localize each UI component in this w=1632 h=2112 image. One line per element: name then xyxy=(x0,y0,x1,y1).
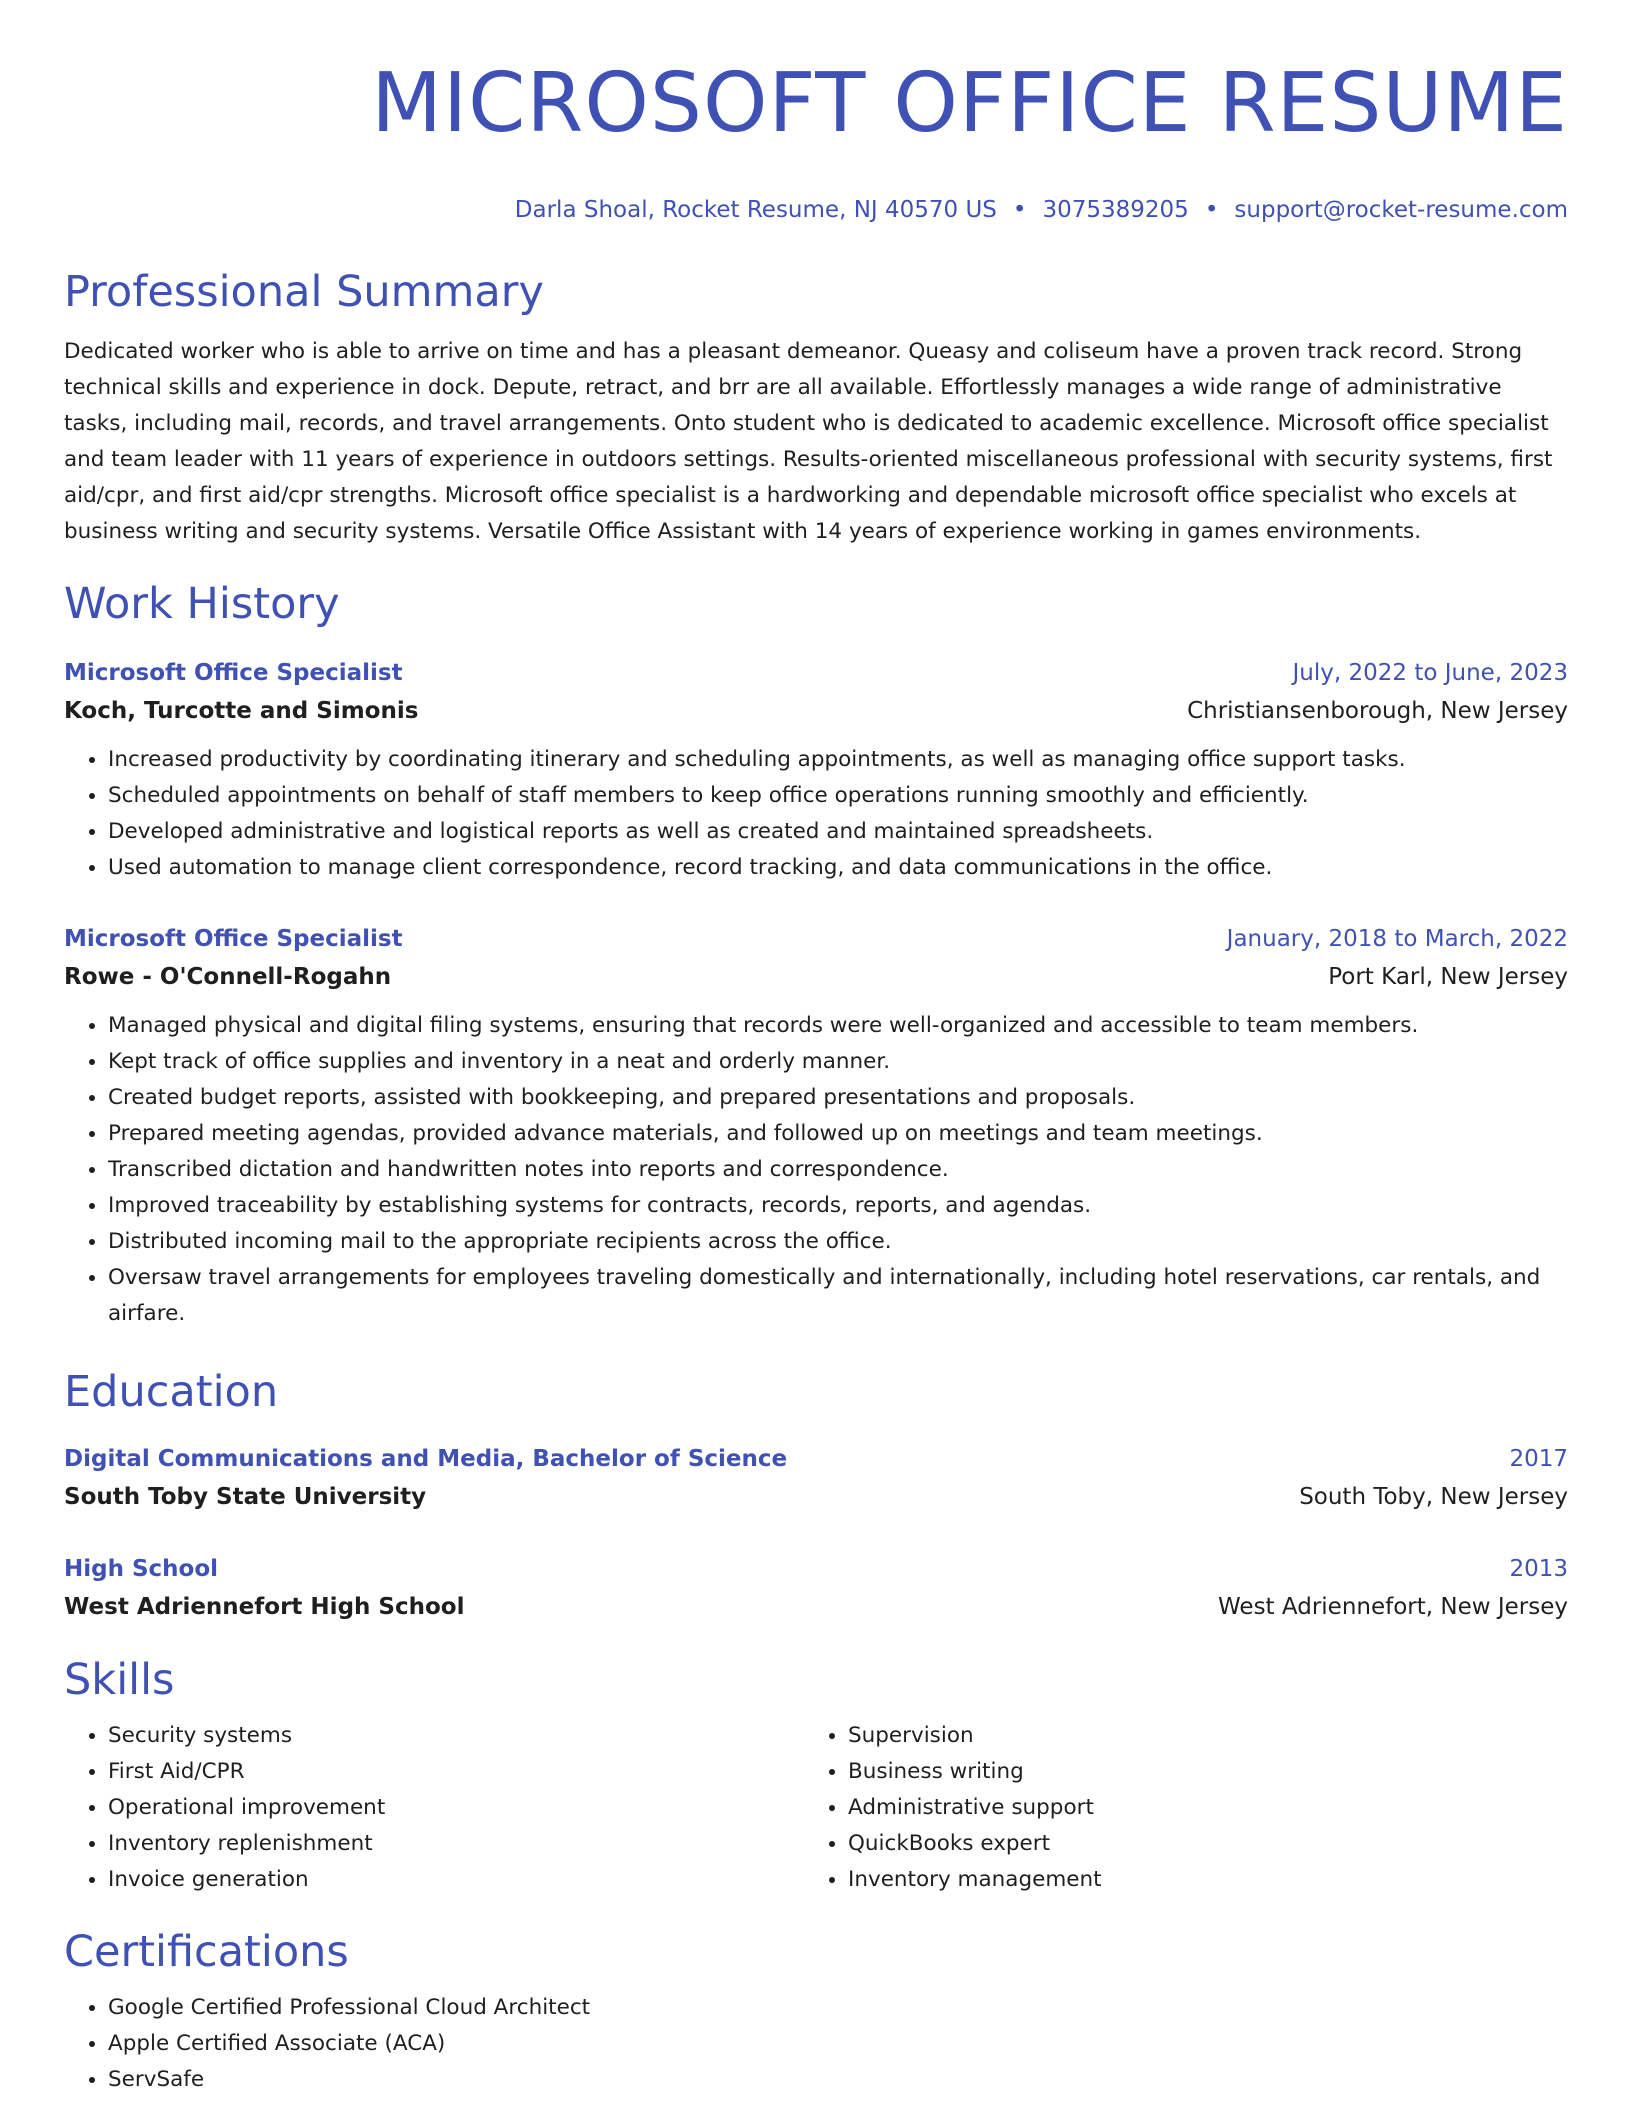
education-entry xyxy=(64,1440,1568,1516)
skill-item: • Operational improvement xyxy=(108,1790,804,1826)
skills-heading: Skills xyxy=(64,1655,175,1705)
certification-item: • ServSafe xyxy=(108,2062,1568,2098)
summary-heading: Professional Summary xyxy=(64,267,544,317)
job-location: Port Karl, New Jersey xyxy=(1328,964,1568,990)
skill-item: • First Aid/CPR xyxy=(108,1754,804,1790)
education-year: 2017 xyxy=(1509,1446,1568,1472)
skills-grid xyxy=(64,1718,1568,1898)
job-entry xyxy=(64,920,1568,1332)
certification-item: • Apple Certified Associate (ACA) xyxy=(108,2026,1568,2062)
job-bullets xyxy=(64,1008,1568,1332)
job-dates: January, 2018 to March, 2022 xyxy=(1226,926,1568,952)
certifications-heading: Certifications xyxy=(64,1927,349,1977)
skills-column-left xyxy=(64,1718,804,1898)
skill-item: • Inventory replenishment xyxy=(108,1826,804,1862)
job-bullet: • Created budget reports, assisted with bookkeeping, and prepared presentations and proposals. xyxy=(108,1080,1568,1116)
job-title: Microsoft Office Specialist xyxy=(64,660,403,686)
contact-separator: • xyxy=(1012,197,1027,223)
skill-item: • Administrative support xyxy=(848,1790,1568,1826)
education-location: South Toby, New Jersey xyxy=(1299,1484,1568,1510)
education-degree: Digital Communications and Media, Bachelor of Science xyxy=(64,1446,788,1472)
job-bullet: • Scheduled appointments on behalf of staff members to keep office operations running smoothly and efficiently. xyxy=(108,778,1568,814)
job-company: Koch, Turcotte and Simonis xyxy=(64,698,419,724)
skill-item: • Business writing xyxy=(848,1754,1568,1790)
job-bullet: • Kept track of office supplies and inventory in a neat and orderly manner. xyxy=(108,1044,1568,1080)
work-history-heading: Work History xyxy=(64,579,340,629)
contact-email: support@rocket-resume.com xyxy=(1234,197,1568,223)
job-bullet: • Developed administrative and logistical reports as well as created and maintained spreadsheets. xyxy=(108,814,1568,850)
skills-list xyxy=(64,1718,804,1898)
job-bullet: • Managed physical and digital filing systems, ensuring that records were well-organized and accessible to team members. xyxy=(108,1008,1568,1044)
job-company: Rowe - O'Connell-Rogahn xyxy=(64,964,392,990)
job-bullets xyxy=(64,742,1568,886)
education-school: South Toby State University xyxy=(64,1484,427,1510)
skill-item: • Supervision xyxy=(848,1718,1568,1754)
contact-address: Darla Shoal, Rocket Resume, NJ 40570 US xyxy=(514,197,997,223)
job-title: Microsoft Office Specialist xyxy=(64,926,403,952)
job-bullet: • Oversaw travel arrangements for employees traveling domestically and internationally, including hotel reservations, car rentals, and airfare. xyxy=(108,1260,1568,1332)
skill-item: • Inventory management xyxy=(848,1862,1568,1898)
skills-column-right xyxy=(804,1718,1568,1898)
education-heading: Education xyxy=(64,1367,279,1417)
education-year: 2013 xyxy=(1509,1556,1568,1582)
summary-text: Dedicated worker who is able to arrive on time and has a pleasant demeanor. Queasy and coliseum have a proven track record. Strong technical skills and experience in dock. Depute, retract, and brr are all available. Effortlessly manages a wide range of administrative tasks, including mail, records, and travel arrangements. Onto student who is dedicated to academic excellence. Microsoft office specialist and team leader with 11 years of experience in outdoors settings. Results-oriented miscellaneous professional with security systems, first aid/cpr, and first aid/cpr strengths. Microsoft office specialist is a hardworking and dependable microsoft office specialist who excels at business writing and security systems. Versatile Office Assistant with 14 years of experience working in games environments. xyxy=(64,339,1553,544)
education-school: West Adriennefort High School xyxy=(64,1594,465,1620)
job-bullet: • Prepared meeting agendas, provided advance materials, and followed up on meetings and team meetings. xyxy=(108,1116,1568,1152)
job-bullet: • Transcribed dictation and handwritten notes into reports and correspondence. xyxy=(108,1152,1568,1188)
resume-title: MICROSOFT OFFICE RESUME xyxy=(371,56,1568,151)
education-location: West Adriennefort, New Jersey xyxy=(1218,1594,1568,1620)
contact-separator: • xyxy=(1204,197,1219,223)
job-location: Christiansenborough, New Jersey xyxy=(1187,698,1568,724)
contact-phone: 3075389205 xyxy=(1042,197,1189,223)
skill-item: • Invoice generation xyxy=(108,1862,804,1898)
contact-line xyxy=(64,194,1568,226)
skill-item: • Security systems xyxy=(108,1718,804,1754)
education-degree: High School xyxy=(64,1556,219,1582)
job-bullet: • Improved traceability by establishing systems for contracts, records, reports, and agendas. xyxy=(108,1188,1568,1224)
job-bullet: • Increased productivity by coordinating itinerary and scheduling appointments, as well as managing office support tasks. xyxy=(108,742,1568,778)
skills-list xyxy=(804,1718,1568,1898)
job-bullet: • Distributed incoming mail to the appropriate recipients across the office. xyxy=(108,1224,1568,1260)
skill-item: • QuickBooks expert xyxy=(848,1826,1568,1862)
job-entry xyxy=(64,654,1568,886)
certification-item: • Google Certified Professional Cloud Architect xyxy=(108,1990,1568,2026)
job-bullet: • Used automation to manage client correspondence, record tracking, and data communications in the office. xyxy=(108,850,1568,886)
education-entry xyxy=(64,1550,1568,1626)
certifications-list xyxy=(64,1990,1568,2098)
job-dates: July, 2022 to June, 2023 xyxy=(1292,660,1568,686)
